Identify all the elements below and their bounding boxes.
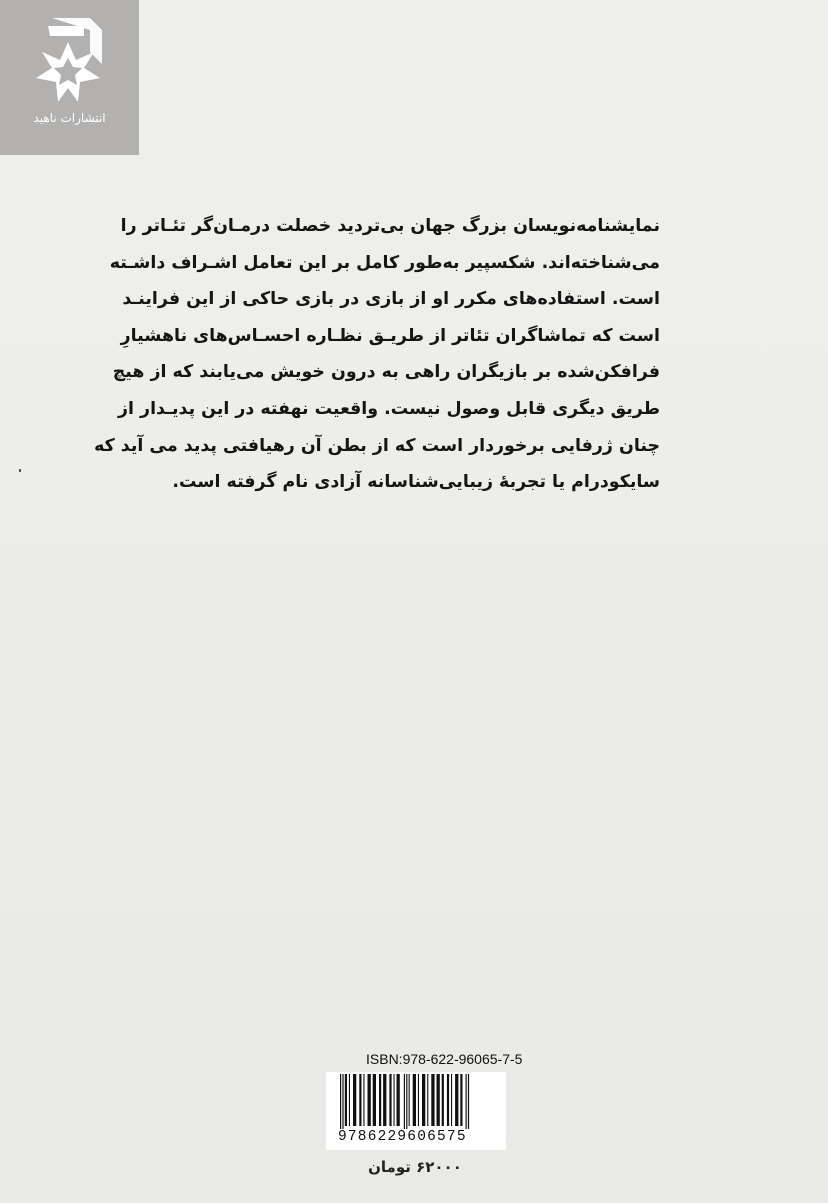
blurb-line: است که تماشاگران تئاتر از طریـق نظـاره احسـاس‌های ناهشیارِ <box>120 325 660 346</box>
barcode-bar <box>427 1074 428 1126</box>
barcode-bar <box>409 1074 410 1126</box>
barcode-bar <box>413 1074 416 1126</box>
barcode-bar <box>394 1074 395 1126</box>
blurb-line: فرافکن‌شده بر بازیگران راهی به درون خویش می‌یابند که از هیچ <box>112 362 660 383</box>
blurb-line: است. استفاده‌های مکرر او از بازی در بازی حاکی از این فراینـد <box>122 289 660 310</box>
blurb-line: چنان ژرفایی برخوردار است که از بطن آن رهیافتی پدید می آید که <box>94 435 660 456</box>
barcode-bar <box>468 1074 469 1132</box>
barcode-bar <box>447 1074 449 1126</box>
back-cover-blurb <box>94 208 660 501</box>
barcode-bar <box>460 1074 462 1126</box>
barcode-bar <box>345 1074 347 1126</box>
barcode-bar <box>359 1074 361 1126</box>
barcode-bar <box>418 1074 419 1126</box>
barcode-bar <box>340 1074 341 1132</box>
barcode-bar <box>383 1074 386 1126</box>
barcode-bar <box>422 1074 425 1126</box>
star-book-icon <box>28 12 112 110</box>
barcode-bar <box>368 1074 371 1126</box>
barcode-bar <box>451 1074 452 1126</box>
paper-speck <box>19 469 21 472</box>
barcode-bar <box>442 1074 444 1126</box>
barcode-bar <box>431 1074 434 1126</box>
barcode-bar <box>466 1074 467 1132</box>
blurb-line: طریق دیگری قابل وصول نیست. واقعیت نهفته در این پدیـدار از <box>118 398 660 419</box>
barcode-bar <box>342 1074 343 1132</box>
barcode-bar <box>349 1074 350 1126</box>
barcode-bars <box>326 1072 506 1132</box>
barcode-bar <box>363 1074 364 1126</box>
publisher-name: انتشارات ناهید <box>33 111 106 125</box>
barcode-bar <box>397 1074 400 1126</box>
barcode-bar <box>389 1074 391 1126</box>
blurb-line: نمایشنامه‌نویسان بزرگ جهان بی‌تردید خصلت درمـان‌گر تئـاتر را <box>120 216 660 236</box>
barcode-bar <box>379 1074 381 1126</box>
publisher-logo-box <box>0 0 139 155</box>
price-label: ۶۲۰۰۰ تومان <box>368 1158 462 1176</box>
barcode-bar <box>353 1074 356 1126</box>
barcode-bar <box>373 1074 376 1126</box>
barcode-bar <box>437 1074 440 1126</box>
blurb-line: سایکودرام یا تجربهٔ زیبایی‌شناسانه آزادی نام گرفته است. <box>172 472 660 493</box>
barcode-digits: 9786229606575 <box>338 1129 504 1145</box>
barcode-bar <box>404 1074 405 1132</box>
isbn-label: ISBN:978-622-96065-7-5 <box>366 1051 523 1067</box>
barcode-bar <box>406 1074 407 1132</box>
blurb-line: می‌شناخته‌اند. شکسپیر به‌طور کامل بر این تعامل اشـراف داشـته <box>109 252 660 273</box>
barcode-bar <box>455 1074 458 1126</box>
